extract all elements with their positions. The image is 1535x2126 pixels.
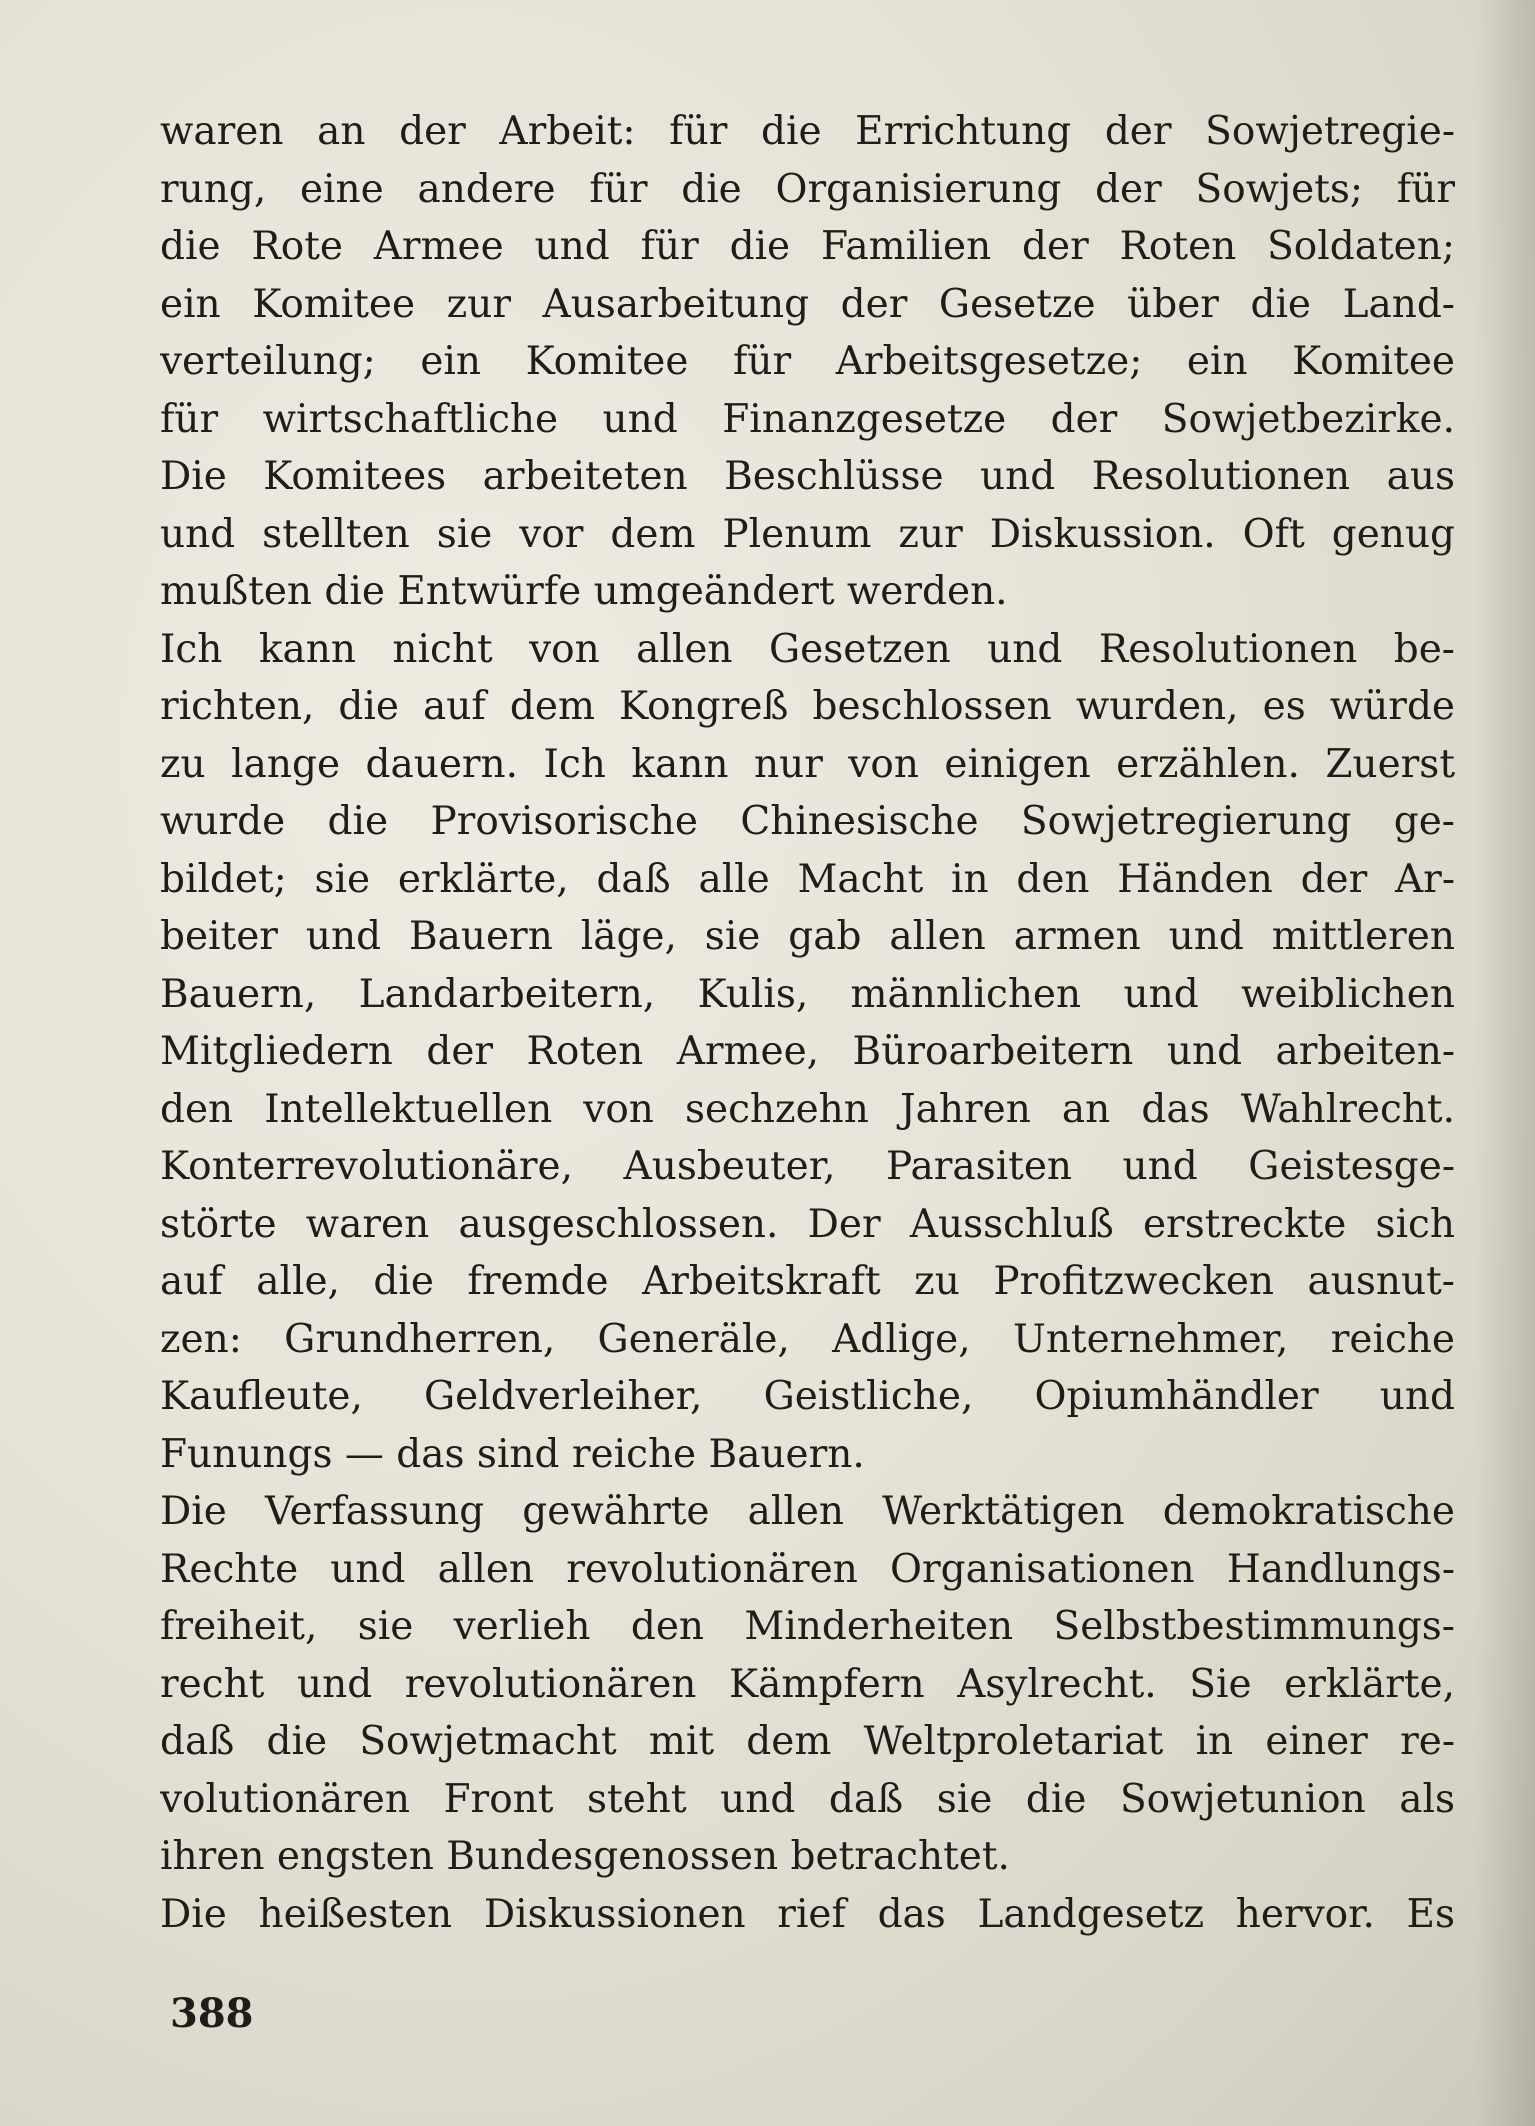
text-line: Funungs — das sind reiche Bauern. [160,1431,865,1477]
text-line: Rechte und allen revolutionären Organisationen Handlungs- [160,1546,1455,1592]
text-line: wurde die Provisorische Chinesische Sowjetregierung ge- [160,799,1455,844]
text-line: für wirtschaftliche und Finanzgesetze der Sowjetbezirke. [160,396,1455,442]
text-line: bildet; sie erklärte, daß alle Macht in den Händen der Ar- [160,856,1455,902]
text-line: zu lange dauern. Ich kann nur von einigen erzählen. Zuerst [160,741,1455,787]
text-line: störte waren ausgeschlossen. Der Ausschluß erstreckte sich [160,1201,1455,1247]
text-line: Mitgliedern der Roten Armee, Büroarbeitern und arbeiten- [160,1029,1455,1074]
text-line: Bauern, Landarbeitern, Kulis, männlichen und weiblichen [160,971,1455,1017]
text-line: und stellten sie vor dem Plenum zur Diskussion. Oft genug [160,511,1455,557]
text-line: ihren engsten Bundesgenossen betrachtet. [160,1834,1010,1879]
text-line: waren an der Arbeit: für die Errichtung der Sowjetregie- [160,109,1455,154]
text-line: daß die Sowjetmacht mit dem Weltproletariat in einer re- [160,1719,1455,1764]
text-line: den Intellektuellen von sechzehn Jahren an das Wahlrecht. [160,1086,1455,1132]
text-line: die Rote Armee und für die Familien der Roten Soldaten; [160,224,1455,269]
text-line: Die Verfassung gewährte allen Werktätigen demokratische [160,1489,1455,1534]
text-line: rung, eine andere für die Organisierung der Sowjets; für [160,166,1455,212]
body-text [160,103,1455,1943]
text-line: Die Komitees arbeiteten Beschlüsse und Resolutionen aus [160,454,1455,499]
text-line: beiter und Bauern läge, sie gab allen armen und mittleren [160,914,1455,959]
text-line: recht und revolutionären Kämpfern Asylrecht. Sie erklärte, [160,1661,1455,1707]
text-line: richten, die auf dem Kongreß beschlossen wurden, es würde [160,684,1455,729]
text-line: Kaufleute, Geldverleiher, Geistliche, Opiumhändler und [160,1374,1455,1419]
text-line: ein Komitee zur Ausarbeitung der Gesetze über die Land- [160,281,1455,327]
text-line: verteilung; ein Komitee für Arbeitsgesetze; ein Komitee [160,339,1455,384]
page-number: 388 [170,1990,254,2037]
text-line: freiheit, sie verlieh den Minderheiten Selbstbestimmungs- [160,1604,1455,1649]
text-line: auf alle, die fremde Arbeitskraft zu Profitzwecken ausnut- [160,1259,1455,1304]
text-line: Konterrevolutionäre, Ausbeuter, Parasiten und Geistesge- [160,1144,1455,1189]
text-line: Die heißesten Diskussionen rief das Landgesetz hervor. Es [160,1891,1455,1937]
text-line: volutionären Front steht und daß sie die Sowjetunion als [160,1776,1455,1822]
text-line: zen: Grundherren, Generäle, Adlige, Unternehmer, reiche [160,1316,1455,1362]
text-line: mußten die Entwürfe umgeändert werden. [160,569,1008,614]
text-line: Ich kann nicht von allen Gesetzen und Resolutionen be- [160,626,1455,672]
